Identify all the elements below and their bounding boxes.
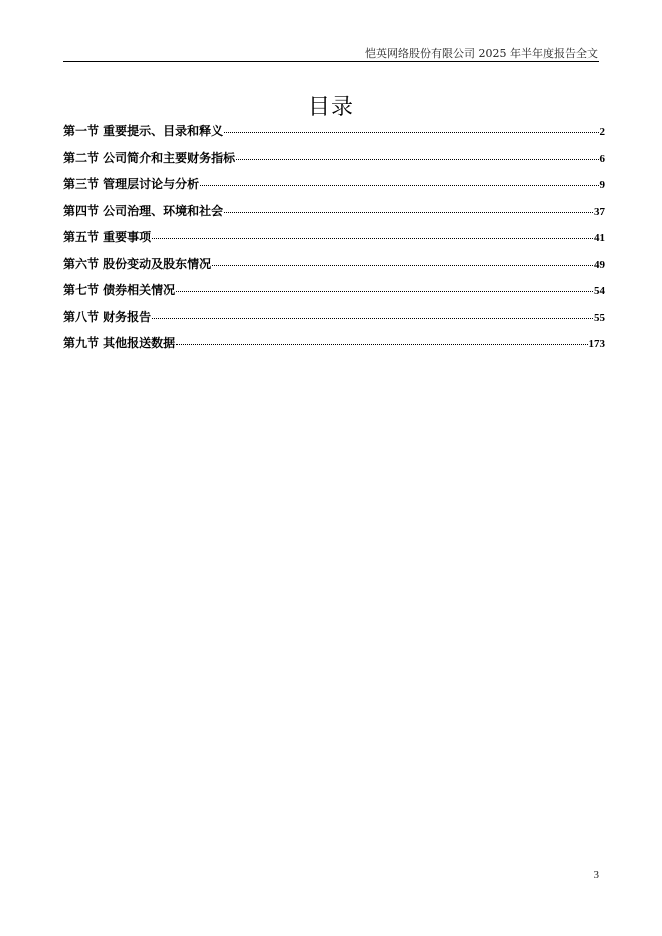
toc-entry-page: 49: [594, 258, 605, 271]
toc-entry-label: 第四节 公司治理、环境和社会: [63, 203, 224, 218]
dot-leader: [224, 212, 593, 213]
toc-entry-page: 37: [594, 205, 605, 218]
toc-entry-page: 41: [594, 232, 605, 244]
toc-title: 目录: [307, 95, 354, 120]
toc-entry-section-3[interactable]: [63, 175, 605, 202]
toc-entry-page: 2: [599, 126, 605, 138]
toc-entry-label: 第六节 股份变动及股东情况: [63, 256, 212, 271]
toc-entry-section-4[interactable]: [63, 202, 605, 229]
toc-entry-label: 第八节 财务报告: [63, 309, 152, 324]
toc-entry-label: 第一节 重要提示、目录和释义: [63, 124, 224, 138]
toc-entry-section-1[interactable]: [63, 122, 605, 149]
dot-leader: [212, 265, 593, 266]
dot-leader: [200, 185, 598, 186]
running-header: 恺英网络股份有限公司 2025 年半年度报告全文: [365, 47, 598, 60]
dot-leader: [176, 291, 593, 292]
toc-entry-section-9[interactable]: [63, 334, 605, 361]
toc-entry-section-2[interactable]: [63, 149, 605, 176]
toc-entry-page: 6: [599, 152, 605, 165]
page-number: 3: [593, 869, 599, 881]
dot-leader: [152, 318, 593, 319]
toc-entry-page: 55: [594, 311, 605, 324]
toc-entry-label: 第三节 管理层讨论与分析: [63, 177, 200, 191]
toc-entry-label: 第七节 债券相关情况: [63, 283, 176, 297]
toc-entry-section-6[interactable]: [63, 255, 605, 282]
toc-entry-label: 第九节 其他报送数据: [63, 336, 176, 350]
toc-entry-label: 第二节 公司简介和主要财务指标: [63, 150, 236, 165]
toc-entry-section-5[interactable]: [63, 228, 605, 255]
toc-entry-page: 54: [594, 285, 605, 297]
dot-leader: [152, 238, 593, 239]
dot-leader: [224, 132, 598, 133]
dot-leader: [236, 159, 598, 160]
toc-entry-page: 9: [599, 179, 605, 191]
toc-entry-section-7[interactable]: [63, 281, 605, 308]
toc-entry-section-8[interactable]: [63, 308, 605, 335]
table-of-contents: [63, 122, 605, 361]
toc-entry-label: 第五节 重要事项: [63, 230, 152, 244]
header-divider: [63, 61, 599, 62]
dot-leader: [176, 344, 587, 345]
toc-entry-page: 173: [588, 338, 605, 350]
